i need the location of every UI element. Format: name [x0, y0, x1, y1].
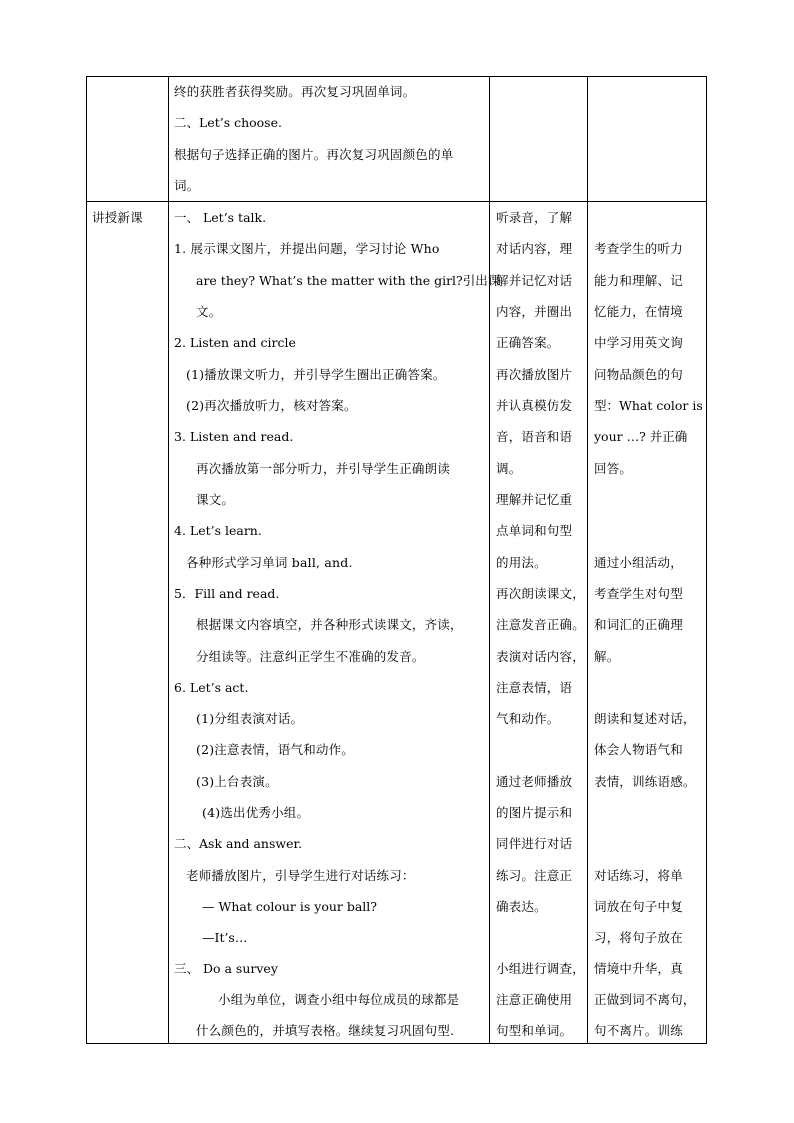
- text-line: your …? 并正确: [594, 429, 688, 444]
- text-line: 课文。: [196, 492, 235, 507]
- text-line: 正确答案。: [496, 335, 560, 350]
- column-divider-2: [489, 76, 490, 1044]
- text-line: 练习。注意正: [496, 868, 573, 883]
- text-line: 对话练习，将单: [594, 868, 683, 883]
- text-line: 正做到词不离句，: [594, 992, 696, 1007]
- text-line: 中学习用英文询: [594, 335, 683, 350]
- text-line: 小组进行调查，: [496, 961, 585, 976]
- text-line: 根据课文内容填空，并各种形式读课文，齐读，: [196, 617, 463, 632]
- text-line: 确表达。: [496, 899, 547, 914]
- text-line: 对话内容，理: [496, 241, 573, 256]
- table-border-bottom: [86, 1043, 707, 1044]
- text-line: 5．Fill and read.: [174, 586, 280, 601]
- text-line: 再次朗读课文，: [496, 586, 585, 601]
- text-line: 根据句子选择正确的图片。再次复习巩固颜色的单: [174, 147, 454, 162]
- text-line: 的用法。: [496, 555, 547, 570]
- text-line: 解并记忆对话: [496, 273, 573, 288]
- text-line: 表情，训练语感。: [594, 774, 696, 789]
- text-line: 再次播放图片: [496, 367, 573, 382]
- text-line: 考查学生的听力: [594, 241, 683, 256]
- text-line: 解。: [594, 649, 620, 664]
- text-line: 型：What color is: [594, 398, 703, 413]
- text-line: (4)选出优秀小组。: [202, 805, 310, 820]
- text-line: 和词汇的正确理: [594, 617, 683, 632]
- text-line: 同伴进行对话: [496, 836, 573, 851]
- text-line: 小组为单位，调查小组中每位成员的球都是: [218, 992, 460, 1007]
- text-line: (2)注意表情，语气和动作。: [196, 742, 355, 757]
- column-divider-3: [587, 76, 588, 1044]
- text-line: 3. Listen and read.: [174, 429, 294, 444]
- text-line: 考查学生对句型: [594, 586, 683, 601]
- text-line: 体会人物语气和: [594, 742, 683, 757]
- text-line: 6. Let’s act.: [174, 680, 249, 695]
- text-line: 再次播放第一部分听力，并引导学生正确朗读: [196, 461, 451, 476]
- text-line: 听录音，了解: [496, 210, 573, 225]
- text-line: 情境中升华，真: [594, 961, 683, 976]
- text-line: (3)上台表演。: [196, 774, 278, 789]
- text-line: 问物品颜色的句: [594, 367, 683, 382]
- text-line: 通过老师播放: [496, 774, 573, 789]
- text-line: 文。: [196, 304, 222, 319]
- text-line: (1)播放课文听力，并引导学生圈出正确答案。: [186, 367, 446, 382]
- text-line: 注意发音正确。: [496, 617, 585, 632]
- text-line: 能力和理解、记: [594, 273, 683, 288]
- text-line: 2. Listen and circle: [174, 335, 296, 350]
- text-line: 二、Ask and answer.: [174, 836, 303, 851]
- column-divider-1: [168, 76, 169, 1044]
- text-line: 终的获胜者获得奖励。再次复习巩固单词。: [174, 84, 416, 99]
- text-line: 4. Let’s learn.: [174, 523, 262, 538]
- text-line: 词。: [174, 178, 200, 193]
- table-border-top: [86, 76, 707, 77]
- text-line: 习，将句子放在: [594, 930, 683, 945]
- text-line: 1. 展示课文图片，并提出问题，学习讨论 Who: [174, 241, 440, 256]
- text-line: 忆能力，在情境: [594, 304, 683, 319]
- text-line: 各种形式学习单词 ball, and.: [186, 555, 353, 570]
- text-line: 句不离片。训练: [594, 1023, 683, 1038]
- text-line: 词放在句子中复: [594, 899, 683, 914]
- text-line: 分组读等。注意纠正学生不准确的发音。: [196, 649, 425, 664]
- text-line: 回答。: [594, 461, 633, 476]
- text-line: 理解并记忆重: [496, 492, 573, 507]
- text-line: 一、 Let’s talk.: [174, 210, 267, 225]
- text-line: 的图片提示和: [496, 805, 573, 820]
- text-line: 点单词和句型: [496, 523, 573, 538]
- text-line: 什么颜色的，并填写表格。继续复习巩固句型.: [196, 1023, 455, 1038]
- text-line: 表演对话内容，: [496, 649, 585, 664]
- table-border-left: [86, 76, 87, 1044]
- row-divider: [86, 201, 707, 202]
- text-line: 朗读和复述对话，: [594, 711, 696, 726]
- text-line: 并认真模仿发: [496, 398, 573, 413]
- text-line: — What colour is your ball?: [202, 899, 377, 914]
- text-line: are they? What’s the matter with the girl?引出课: [196, 273, 501, 288]
- lesson-plan-table: [86, 76, 707, 1044]
- text-line: 音，语音和语: [496, 429, 573, 444]
- section-label: 讲授新课: [92, 210, 143, 225]
- table-border-right: [706, 76, 707, 1044]
- text-line: (1)分组表演对话。: [196, 711, 304, 726]
- text-line: —It’s…: [202, 930, 248, 945]
- text-line: 老师播放图片，引导学生进行对话练习：: [186, 868, 415, 883]
- text-line: (2)再次播放听力，核对答案。: [186, 398, 357, 413]
- text-line: 气和动作。: [496, 711, 560, 726]
- text-line: 注意表情，语: [496, 680, 573, 695]
- text-line: 内容，并圈出: [496, 304, 573, 319]
- text-line: 句型和单词。: [496, 1023, 573, 1038]
- text-line: 二、Let’s choose.: [174, 115, 282, 130]
- text-line: 调。: [496, 461, 522, 476]
- text-line: 三、 Do a survey: [174, 961, 278, 976]
- text-line: 通过小组活动，: [594, 555, 683, 570]
- text-line: 注意正确使用: [496, 992, 573, 1007]
